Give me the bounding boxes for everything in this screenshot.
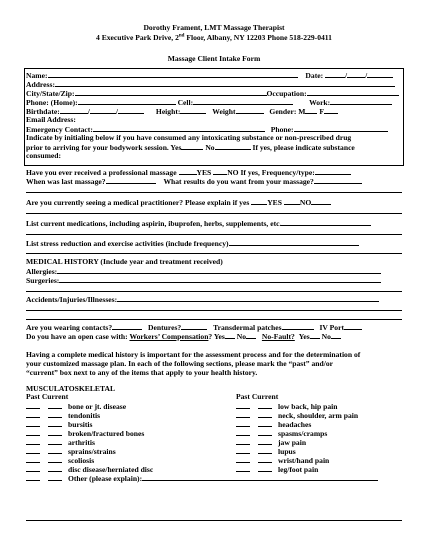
dentures-field[interactable]: [181, 323, 207, 330]
musculoskeletal-left-past-checkbox[interactable]: [26, 402, 40, 409]
practitioner-line: Dorothy Frament, LMT Massage Therapist: [143, 23, 285, 32]
surgeries-row: [26, 276, 402, 286]
musculoskeletal-right-past-checkbox[interactable]: [236, 465, 250, 472]
paragraph-line-1: Having a complete medical history is important for the assessment process and for the determination of: [26, 351, 361, 359]
address-post: Floor, Albany, NY 12203 Phone 518-229-0411: [184, 33, 332, 42]
paragraph-line-3: “current” box next to any of the items that apply to your health history.: [26, 369, 258, 377]
musculoskeletal-left-item-label: scoliosis: [68, 456, 95, 465]
name-field[interactable]: [48, 71, 298, 78]
phone-home-label: Phone: (Home):: [26, 98, 78, 107]
musculoskeletal-left-past-checkbox[interactable]: [26, 438, 40, 445]
last-massage-field[interactable]: [106, 177, 156, 184]
surgeries-line[interactable]: [26, 291, 402, 292]
musculoskeletal-left-item-label: arthritis: [68, 438, 95, 447]
accidents-line-1[interactable]: [26, 310, 402, 311]
last-massage-label: When was last massage?: [26, 177, 106, 186]
musculoskeletal-left-current-checkbox[interactable]: [48, 411, 62, 418]
birth-year-field[interactable]: [115, 107, 144, 116]
frequency-field[interactable]: [315, 168, 351, 175]
results-field[interactable]: [314, 177, 362, 184]
birth-day-field[interactable]: [87, 107, 116, 116]
musculoskeletal-right-current-checkbox[interactable]: [258, 447, 272, 454]
workers-no-field[interactable]: [246, 332, 256, 339]
contacts-field[interactable]: [112, 323, 142, 330]
consumed-label: consumed:: [26, 152, 62, 160]
musculoskeletal-left-current-checkbox[interactable]: [48, 438, 62, 445]
results-line[interactable]: [26, 192, 402, 193]
prev-yes-field[interactable]: [179, 168, 197, 175]
musculoskeletal-left-past-checkbox[interactable]: [26, 465, 40, 472]
last-massage-row: [26, 177, 402, 187]
address-pre: 4 Executive Park Drive, 2: [96, 33, 179, 42]
stress-line[interactable]: [26, 253, 402, 254]
iv-port-field[interactable]: [344, 323, 362, 330]
musculoskeletal-right-past-checkbox[interactable]: [236, 411, 250, 418]
cell-field[interactable]: [193, 98, 293, 105]
emergency-phone-label: Phone:: [270, 125, 294, 134]
practitioner-yes-field[interactable]: [251, 198, 267, 205]
workers-comp-label: Workers’ Compensation: [129, 332, 209, 341]
prev-massage-label: Have you ever received a professional massage: [26, 168, 177, 177]
occupation-field[interactable]: [307, 89, 399, 96]
birth-month-field[interactable]: [60, 107, 88, 114]
musculoskeletal-right-current-checkbox[interactable]: [258, 438, 272, 445]
musculoskeletal-right-current-checkbox[interactable]: [258, 411, 272, 418]
dentures-label: Dentures?: [148, 323, 182, 332]
work-label: Work:: [309, 98, 331, 107]
transdermal-label: Transdermal patches: [213, 323, 282, 332]
musculoskeletal-left-current-checkbox[interactable]: [48, 402, 62, 409]
practitioner-extra-field[interactable]: [311, 198, 331, 205]
open-case-label: Do you have an open case with:: [26, 332, 130, 341]
musculoskeletal-right-item-label: spasms/cramps: [278, 429, 328, 438]
medications-line[interactable]: [26, 234, 402, 235]
musculoskeletal-right-item-label: headaches: [278, 420, 312, 429]
gender-m-field[interactable]: [305, 107, 317, 114]
musculoskeletal-left-current-checkbox[interactable]: [48, 447, 62, 454]
prev-no-field[interactable]: [213, 168, 227, 175]
musculoskeletal-left-item-label: bone or jt. disease: [68, 402, 127, 411]
name-label: Name:: [26, 71, 48, 80]
stress-field[interactable]: [229, 239, 359, 246]
prev-yes-label: YES: [196, 168, 212, 177]
email-label: Email Address:: [26, 116, 76, 124]
weight-label: Weight: [212, 107, 236, 116]
emergency-label: Emergency Contact:: [26, 125, 93, 134]
open-case-yes: ? Yes: [208, 332, 225, 341]
date-sep-1: /: [345, 71, 348, 80]
practitioner-no-field[interactable]: [284, 198, 300, 205]
prev-no-label: NO If yes, Frequency/type:: [227, 168, 315, 177]
musculoskeletal-right-current-checkbox[interactable]: [258, 456, 272, 463]
musculoskeletal-left-past-checkbox[interactable]: [26, 429, 40, 436]
past-current-right-header: Past Current: [236, 392, 279, 401]
no-fault-yes-field[interactable]: [310, 332, 320, 339]
birth-sep-1: /: [87, 107, 90, 116]
height-field[interactable]: [180, 107, 206, 114]
gender-f-field[interactable]: [324, 107, 338, 114]
date-month-field[interactable]: [325, 71, 348, 80]
address-field[interactable]: [55, 80, 395, 87]
paragraph-line-2: your customized massage plan. In each of the following sections, please mark the “past” and/or: [26, 360, 333, 368]
practitioner-line[interactable]: [26, 213, 402, 214]
gender-f-label: F: [319, 107, 325, 116]
birthdate-label: Birthdate:: [26, 107, 60, 116]
email-row: [26, 116, 402, 125]
musculoskeletal-right-item-label: low back, hip pain: [278, 402, 338, 411]
other-explain-line[interactable]: [26, 520, 402, 521]
musculoskeletal-right-item-label: lupus: [278, 447, 296, 456]
medications-label: List current medications, including aspirin, ibuprofen, herbs, supplements, etc.: [26, 219, 282, 228]
accidents-row: [26, 295, 402, 305]
practitioner-yes-label: YES: [267, 198, 282, 207]
date-label: Date:: [305, 71, 324, 80]
practitioner-row: [26, 198, 402, 208]
indicate-2a: prior to arriving for your bodywork session. Yes: [26, 143, 182, 152]
medical-history-heading: MEDICAL HISTORY (Include year and treatment received): [26, 258, 223, 266]
accidents-line-2[interactable]: [26, 319, 402, 320]
birth-sep-2: /: [115, 107, 118, 116]
cell-label: Cell:: [177, 98, 194, 107]
allergies-label: Allergies:: [26, 267, 58, 276]
musculoskeletal-left-past-checkbox[interactable]: [26, 456, 40, 463]
musculoskeletal-left-past-checkbox[interactable]: [26, 420, 40, 427]
results-label: What results do you want from your massage?: [163, 177, 314, 186]
musculoskeletal-right-past-checkbox[interactable]: [236, 438, 250, 445]
surgeries-field[interactable]: [59, 276, 381, 283]
musculoskeletal-right-past-checkbox[interactable]: [236, 447, 250, 454]
musculoskeletal-left-current-checkbox[interactable]: [48, 465, 62, 472]
address-sup: nd: [178, 33, 185, 39]
indicate-2b: No: [205, 143, 215, 152]
transdermal-field[interactable]: [282, 323, 314, 330]
musculoskeletal-right-item-label: leg/foot pain: [278, 465, 319, 474]
allergies-field[interactable]: [57, 267, 381, 274]
musculoskeletal-right-past-checkbox[interactable]: [236, 420, 250, 427]
practitioner-no-label: NO: [299, 198, 312, 207]
musculoskeletal-left-past-checkbox[interactable]: [26, 411, 40, 418]
address-label: Address:: [26, 80, 55, 89]
city-label: City/State/Zip:: [26, 89, 75, 98]
emergency-phone-field[interactable]: [294, 125, 388, 132]
musculoskeletal-left-past-checkbox[interactable]: [26, 447, 40, 454]
occupation-label: Occupation:: [266, 89, 307, 98]
musculoskeletal-right-current-checkbox[interactable]: [258, 429, 272, 436]
substance-yes-field[interactable]: [181, 143, 203, 150]
musculoskeletal-left-current-checkbox[interactable]: [48, 420, 62, 427]
musculoskeletal-heading: MUSCULATOSKELETAL: [26, 385, 116, 393]
height-label: Height:: [155, 107, 181, 116]
other-explain-field[interactable]: [142, 474, 378, 481]
date-day-field[interactable]: [347, 71, 368, 80]
musculoskeletal-right-current-checkbox[interactable]: [258, 402, 272, 409]
substance-no-field[interactable]: [215, 143, 251, 150]
musculoskeletal-left-item-label: disc disease/herniated disc: [68, 465, 154, 474]
stress-row: [26, 239, 402, 249]
no-fault-no-label: No: [321, 332, 331, 341]
musculoskeletal-right-item-label: jaw pain: [278, 438, 307, 447]
musculoskeletal-right-current-checkbox[interactable]: [258, 465, 272, 472]
musculoskeletal-left-item-label: bursitis: [68, 420, 93, 429]
musculoskeletal-left-current-checkbox[interactable]: [48, 456, 62, 463]
practitioner-label: Are you currently seeing a medical practitioner? Please explain if yes: [26, 198, 250, 207]
form-title: Massage Client Intake Form: [167, 54, 261, 63]
surgeries-label: Surgeries:: [26, 276, 60, 285]
accidents-field[interactable]: [117, 295, 379, 302]
musculoskeletal-left-item-label: broken/fractured bones: [68, 429, 145, 438]
iv-port-label: IV Port: [319, 323, 344, 332]
city-field[interactable]: [75, 89, 267, 96]
open-case-row: [26, 332, 402, 342]
musculoskeletal-left-current-checkbox[interactable]: [48, 474, 62, 481]
indicate-line-1: Indicate by initialing below if you have consumed any intoxicating substance or non-prescribed drug: [26, 134, 352, 142]
address-line: [0, 34, 428, 43]
indicate-2c: If yes, please indicate substance: [252, 143, 355, 152]
musculoskeletal-left-item-label: Other (please explain):: [68, 474, 143, 483]
musculoskeletal-left-current-checkbox[interactable]: [48, 429, 62, 436]
no-fault-label: No-Fault?: [261, 332, 295, 341]
stress-label: List stress reduction and exercise activities (include frequency): [26, 239, 229, 248]
past-current-left-header: Past Current: [26, 392, 69, 401]
medications-row: [26, 219, 402, 229]
phone-home-field[interactable]: [78, 98, 176, 105]
musculoskeletal-left-item: [26, 474, 378, 484]
medications-field[interactable]: [281, 219, 371, 226]
contacts-label: Are you wearing contacts?: [26, 323, 113, 332]
musculoskeletal-right-item-label: neck, shoulder, arm pain: [278, 411, 359, 420]
musculoskeletal-right-past-checkbox[interactable]: [236, 429, 250, 436]
emergency-field[interactable]: [93, 125, 265, 132]
musculoskeletal-right-past-checkbox[interactable]: [236, 456, 250, 463]
musculoskeletal-right-item: [236, 465, 318, 475]
workers-yes-field[interactable]: [225, 332, 235, 339]
work-field[interactable]: [330, 98, 392, 105]
no-fault-yes-label: Yes: [298, 332, 310, 341]
musculoskeletal-left-past-checkbox[interactable]: [26, 474, 40, 481]
weight-field[interactable]: [236, 107, 264, 114]
musculoskeletal-left-item-label: tendonitis: [68, 411, 101, 420]
open-case-no: No: [236, 332, 246, 341]
musculoskeletal-left-item-label: sprains/strains: [68, 447, 116, 456]
gender-label: Gender: M: [269, 107, 306, 116]
date-sep-2: /: [365, 71, 368, 80]
date-year-field[interactable]: [367, 71, 393, 78]
musculoskeletal-right-current-checkbox[interactable]: [258, 420, 272, 427]
consumed-row: [26, 152, 402, 161]
accidents-label: Accidents/Injuries/Illnesses:: [26, 295, 118, 304]
no-fault-no-field[interactable]: [331, 332, 341, 339]
musculoskeletal-right-past-checkbox[interactable]: [236, 402, 250, 409]
musculoskeletal-right-item-label: wrist/hand pain: [278, 456, 330, 465]
